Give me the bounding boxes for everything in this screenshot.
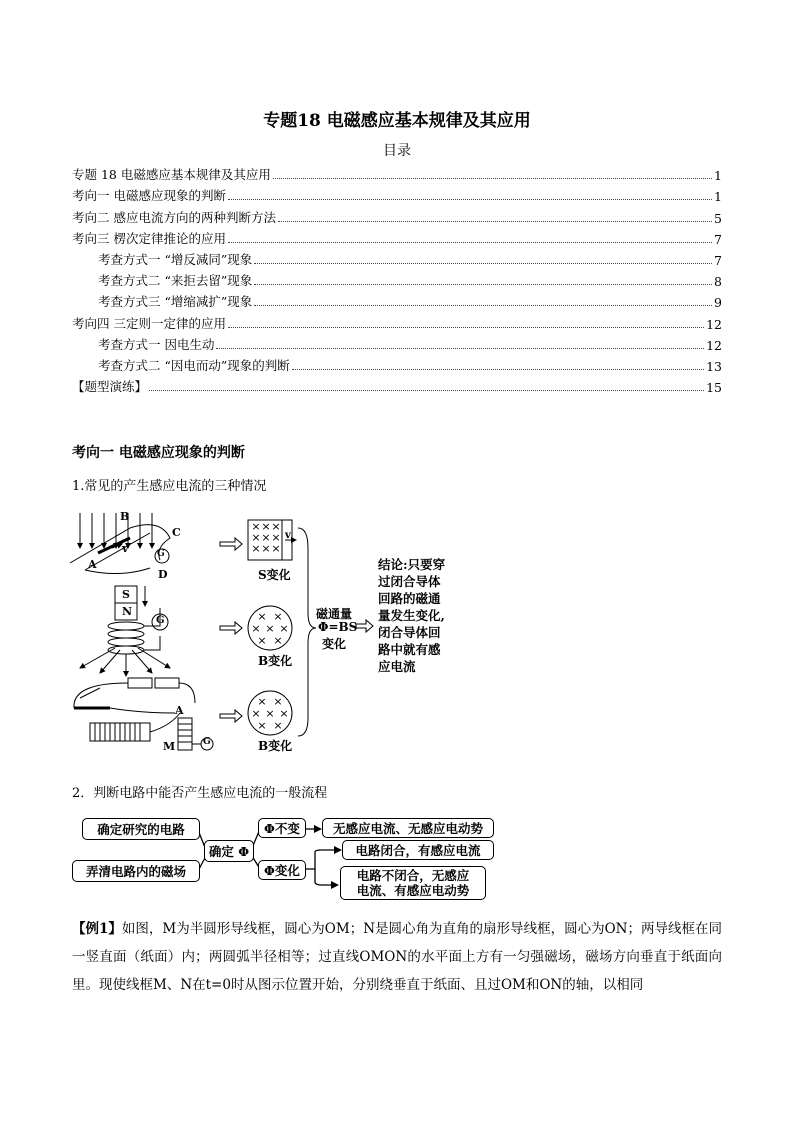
toc-leader bbox=[254, 305, 712, 306]
flux-formula: Φ=BS bbox=[318, 620, 358, 634]
toc-label: 专题 18 电磁感应基本规律及其应用 bbox=[72, 167, 271, 183]
toc-entry[interactable] bbox=[72, 332, 722, 353]
svg-text:×: × bbox=[257, 695, 267, 708]
box-no-current: 无感应电流、无感应电动势 bbox=[322, 818, 494, 838]
svg-text:×: × bbox=[261, 542, 271, 555]
box-determine-phi: 确定 Φ bbox=[204, 840, 254, 862]
svg-text:×: × bbox=[257, 610, 267, 623]
toc-leader bbox=[278, 221, 712, 222]
toc-label: 考查方式一 “增反减同”现象 bbox=[98, 251, 253, 267]
toc-page: 5 bbox=[714, 210, 722, 226]
toc-entry[interactable] bbox=[72, 268, 722, 289]
toc-page: 12 bbox=[706, 337, 722, 353]
label-galvanometer-3: G bbox=[203, 737, 211, 747]
svg-text:×: × bbox=[273, 610, 283, 623]
toc-entry[interactable] bbox=[72, 247, 722, 268]
toc-entry[interactable] bbox=[72, 183, 722, 204]
toc-heading: 目录 bbox=[383, 143, 411, 159]
svg-text:×: × bbox=[273, 695, 283, 708]
toc-leader bbox=[228, 242, 712, 243]
toc-page: 7 bbox=[714, 231, 722, 247]
toc-page: 9 bbox=[714, 295, 722, 311]
list-item-2: 2．判断电路中能否产生感应电流的一般流程 bbox=[72, 786, 328, 801]
toc-label: 考查方式三 “增缩减扩”现象 bbox=[98, 294, 253, 310]
toc-leader bbox=[273, 178, 712, 179]
list-item-1: 1.常见的产生感应电流的三种情况 bbox=[72, 479, 267, 494]
toc-page: 7 bbox=[714, 252, 722, 268]
toc-page: 8 bbox=[714, 274, 722, 290]
box-closed-circuit: 电路闭合，有感应电流 bbox=[342, 840, 494, 860]
toc-leader bbox=[228, 199, 712, 200]
label-b: B bbox=[120, 510, 130, 523]
toc-page: 12 bbox=[706, 316, 722, 332]
label-s-change: S变化 bbox=[258, 568, 291, 582]
svg-text:×: × bbox=[251, 542, 261, 555]
example-text: 如图，M为半圆形导线框，圆心为OM；N是圆心角为直角的扇形导线框，圆心为ON；两导线框在同一竖直面（纸面）内；两圆弧半径相等；过直线OMON的水平面上方有一匀强磁场，磁场方向垂直于纸面向里。现使线框M、N在t=0时从图示位置开始，分别绕垂直于纸面、且过OM和ON的轴，以相同 bbox=[72, 921, 722, 993]
conclusion-text: 结论:只要穿过闭合导体回路的磁通量发生变化,闭合导体回路中就有感应电流 bbox=[378, 557, 446, 674]
toc-page: 1 bbox=[714, 189, 722, 205]
rheostat-circuit-diagram bbox=[74, 678, 213, 750]
section-heading: 考向一 电磁感应现象的判断 bbox=[72, 445, 245, 461]
label-galvanometer-2: G bbox=[156, 615, 165, 626]
field-crosses bbox=[251, 520, 288, 732]
toc-entry[interactable] bbox=[72, 226, 722, 247]
flux-label-3: 变化 bbox=[322, 637, 347, 651]
label-c: C bbox=[172, 526, 181, 539]
svg-text:×: × bbox=[271, 542, 281, 555]
toc-page: 1 bbox=[714, 168, 722, 184]
open-circuit-line-2: 电流、有感应电动势 bbox=[356, 883, 470, 898]
toc-leader bbox=[216, 348, 704, 349]
svg-text:×: × bbox=[271, 531, 281, 544]
toc-leader bbox=[228, 327, 704, 328]
toc-leader bbox=[254, 284, 712, 285]
svg-text:×: × bbox=[271, 520, 281, 533]
toc-entry[interactable] bbox=[72, 162, 722, 183]
toc-label: 考查方式二 “因电而动”现象的判断 bbox=[98, 357, 290, 373]
label-v: v bbox=[122, 542, 129, 555]
label-v2: v bbox=[285, 530, 291, 541]
svg-text:×: × bbox=[265, 622, 275, 635]
toc-entry[interactable] bbox=[72, 204, 722, 225]
svg-text:×: × bbox=[279, 707, 289, 720]
svg-text:×: × bbox=[257, 719, 267, 732]
label-a2: A bbox=[175, 704, 184, 717]
flowchart-induction bbox=[72, 812, 512, 902]
svg-text:×: × bbox=[257, 634, 267, 647]
toc-label: 考向三 楞次定律推论的应用 bbox=[72, 230, 226, 246]
flow-arrows bbox=[220, 538, 242, 722]
toc-label: 【题型演练】 bbox=[72, 379, 148, 395]
svg-text:×: × bbox=[251, 622, 261, 635]
svg-text:×: × bbox=[273, 719, 283, 732]
svg-text:×: × bbox=[261, 520, 271, 533]
toc-label: 考查方式二 “来拒去留”现象 bbox=[98, 273, 253, 289]
svg-text:×: × bbox=[251, 520, 261, 533]
flux-label-1: 磁通量 bbox=[316, 607, 353, 621]
grouping-brace bbox=[298, 528, 316, 736]
box-determine-circuit: 确定研究的电路 bbox=[82, 818, 200, 840]
box-clarify-field: 弄清电路内的磁场 bbox=[72, 860, 200, 882]
label-n-pole: N bbox=[122, 605, 133, 618]
toc-entry[interactable] bbox=[72, 289, 722, 310]
table-of-contents bbox=[72, 162, 722, 395]
svg-text:×: × bbox=[251, 707, 261, 720]
box-open-circuit bbox=[340, 866, 486, 900]
toc-entry[interactable] bbox=[72, 374, 722, 395]
svg-text:×: × bbox=[279, 622, 289, 635]
box-phi-constant: Φ不变 bbox=[258, 818, 306, 838]
toc-page: 13 bbox=[706, 358, 722, 374]
svg-text:×: × bbox=[265, 707, 275, 720]
document-title: 专题18 电磁感应基本规律及其应用 bbox=[263, 111, 531, 131]
example-1 bbox=[72, 915, 722, 999]
toc-entry[interactable] bbox=[72, 310, 722, 331]
example-label: 【例1】 bbox=[72, 921, 122, 937]
label-b-change-1: B变化 bbox=[258, 654, 293, 668]
toc-leader bbox=[254, 263, 712, 264]
open-circuit-line-1: 电路不闭合，无感应 bbox=[356, 868, 470, 883]
svg-text:×: × bbox=[261, 531, 271, 544]
label-b-change-2: B变化 bbox=[258, 739, 293, 753]
label-galvanometer-1: G bbox=[157, 549, 165, 559]
toc-leader bbox=[149, 390, 704, 391]
toc-leader bbox=[292, 369, 704, 370]
label-d: D bbox=[158, 568, 168, 581]
conclusion-arrow bbox=[356, 620, 373, 632]
box-phi-changes: Φ变化 bbox=[258, 860, 306, 880]
toc-label: 考向四 三定则一定律的应用 bbox=[72, 315, 226, 331]
label-a: A bbox=[88, 558, 97, 571]
toc-page: 15 bbox=[706, 380, 722, 396]
toc-label: 考向一 电磁感应现象的判断 bbox=[72, 188, 226, 204]
svg-text:×: × bbox=[273, 634, 283, 647]
toc-label: 考向二 感应电流方向的两种判断方法 bbox=[72, 209, 276, 225]
label-s-pole: S bbox=[122, 588, 130, 601]
svg-text:×: × bbox=[251, 531, 261, 544]
label-m: M bbox=[163, 740, 176, 753]
toc-label: 考查方式一 因电生动 bbox=[98, 336, 215, 352]
toc-entry[interactable] bbox=[72, 353, 722, 374]
